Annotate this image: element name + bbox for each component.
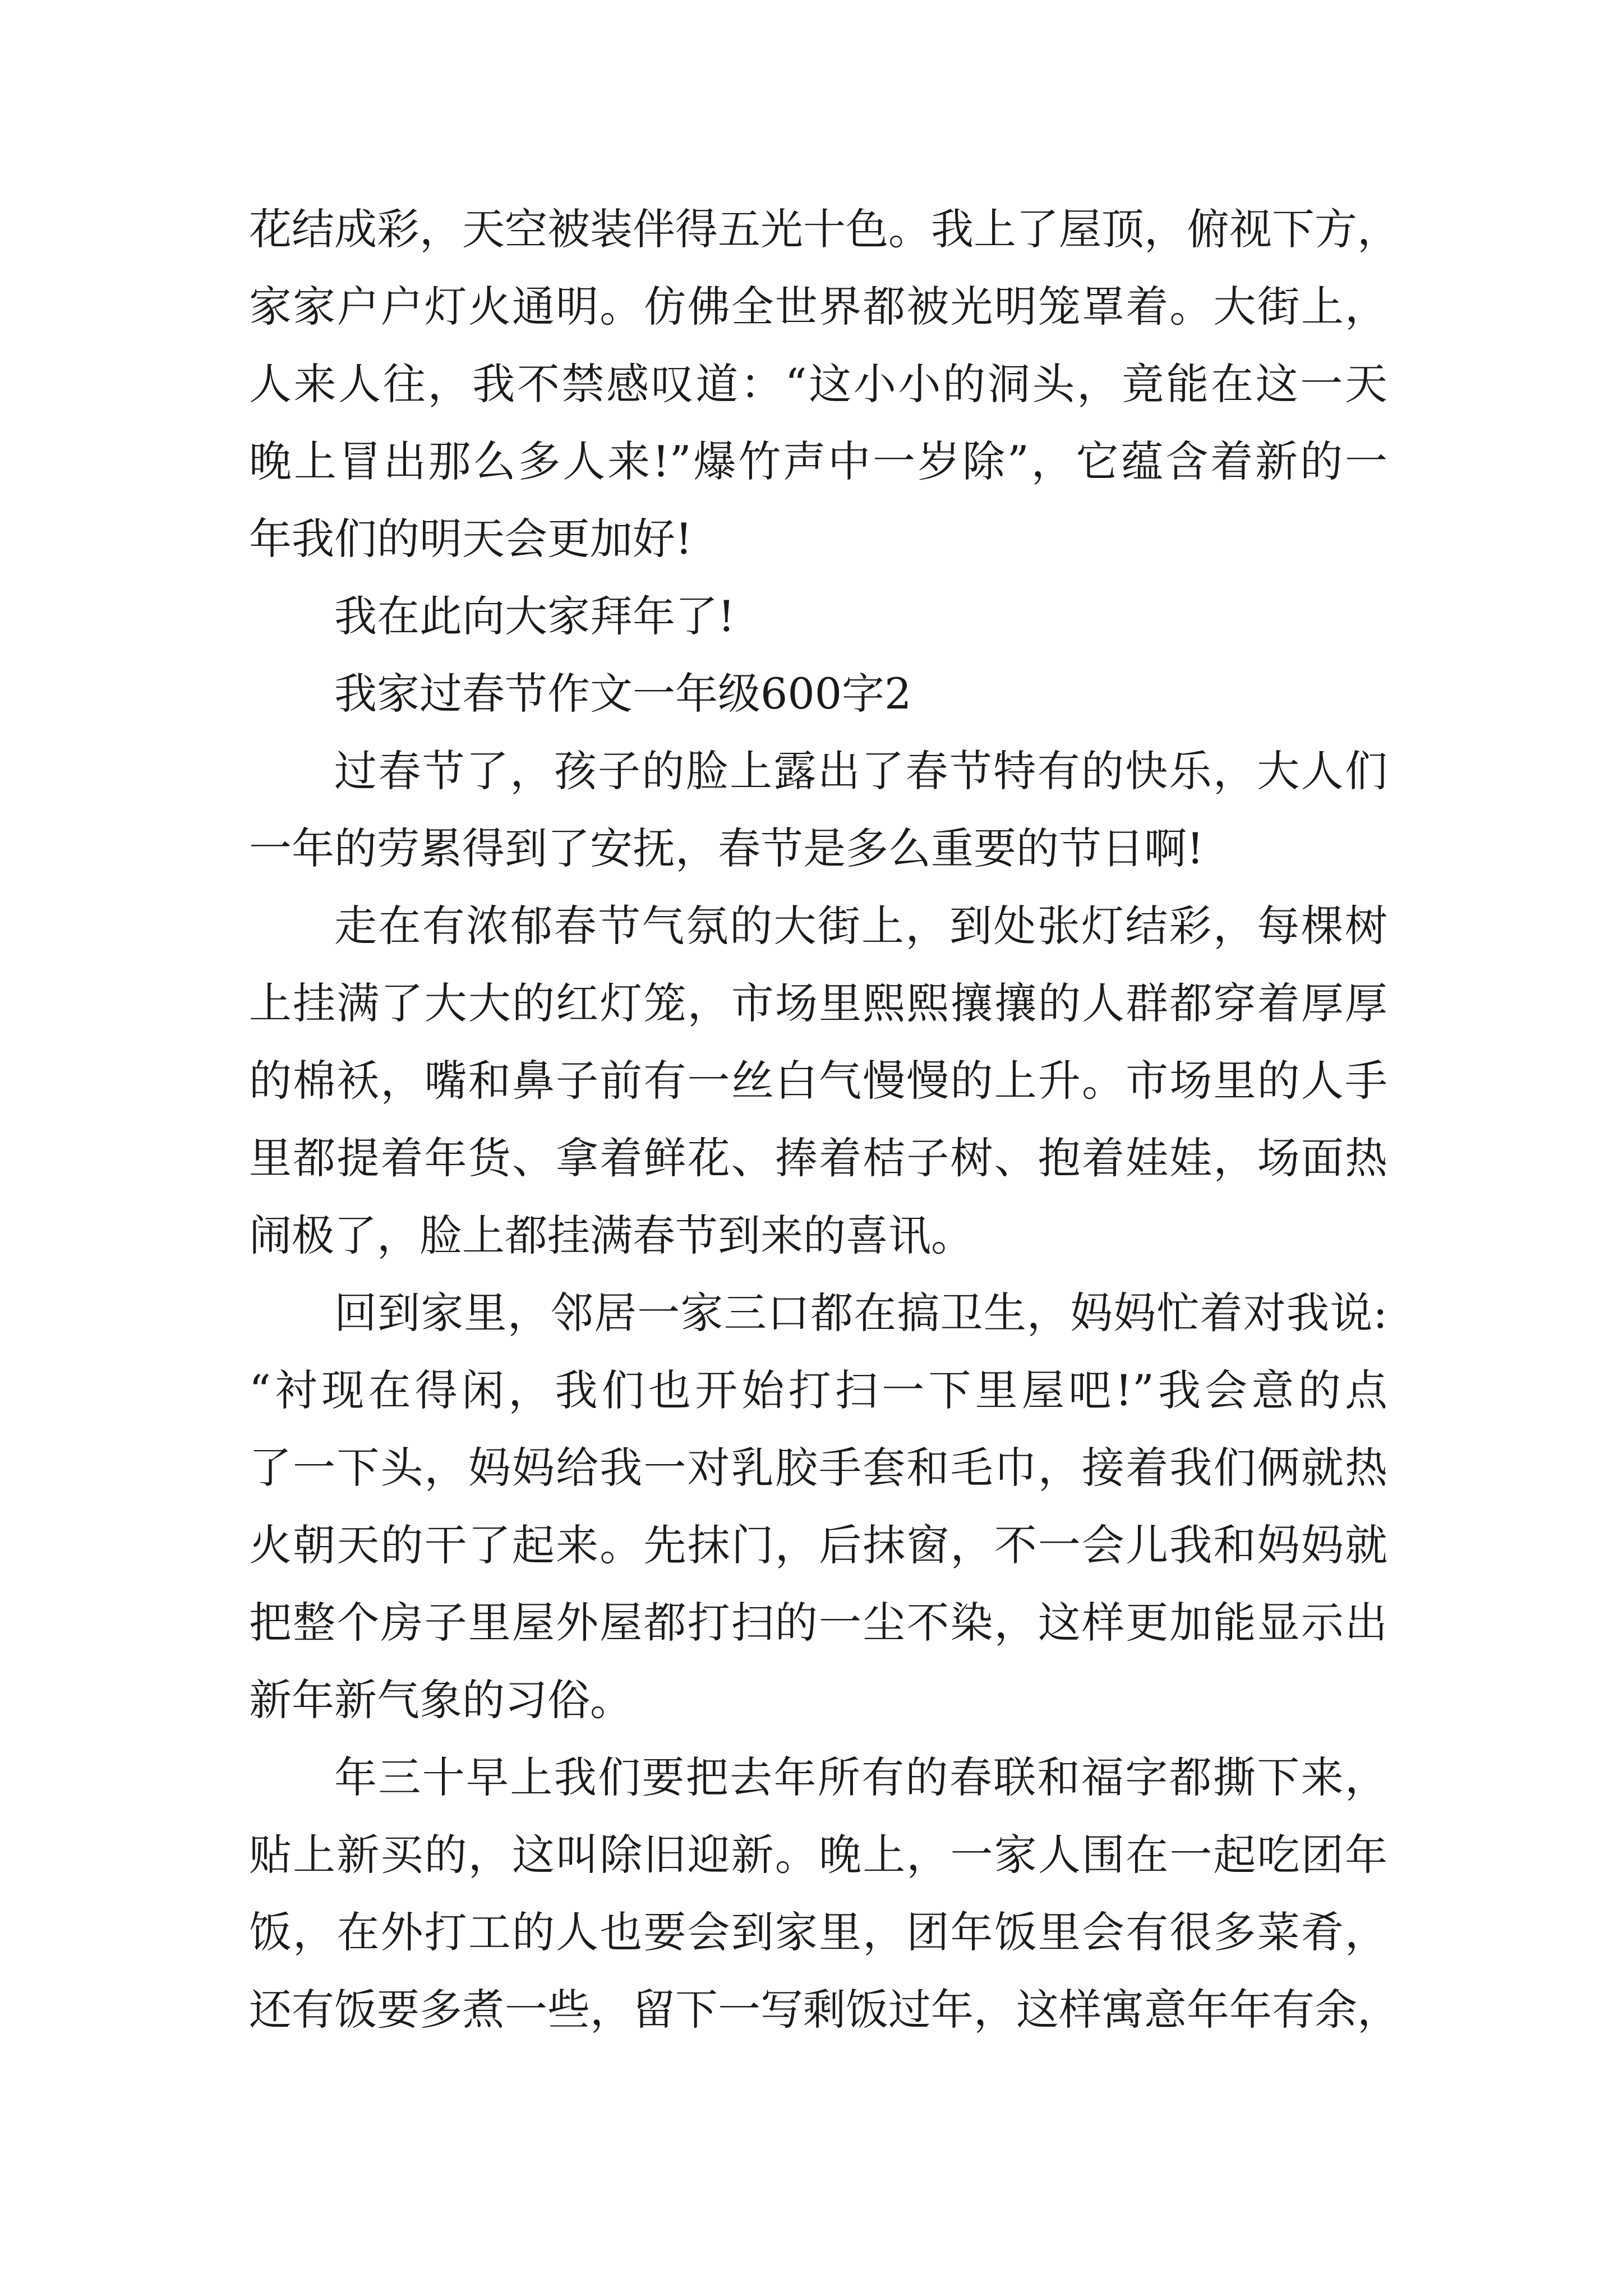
paragraph-start: 回到家里，邻居一家三口都在搞卫生，妈妈忙着对我说: (334, 1288, 1387, 1338)
text-line: 把整个房子里屋外屋都打扫的一尘不染，这样更加能显示出 (249, 1598, 1387, 1648)
text-line: 的棉袄，嘴和鼻子前有一丝白气慢慢的上升。市场里的人手 (249, 1056, 1387, 1106)
text-line: 家家户户灯火通明。仿佛全世界都被光明笼罩着。大街上， (249, 282, 1387, 332)
document-body (249, 191, 1400, 2049)
text-line: 火朝天的干了起来。先抹门，后抹窗，不一会儿我和妈妈就 (249, 1520, 1387, 1570)
text-line: 闹极了，脸上都挂满春节到来的喜讯。 (249, 1211, 974, 1260)
text-line: 了一下头，妈妈给我一对乳胶手套和毛巾，接着我们俩就热 (249, 1443, 1387, 1493)
text-line: 年我们的明天会更加好! (249, 514, 693, 564)
paragraph-start: 走在有浓郁春节气氛的大街上，到处张灯结彩，每棵树 (334, 901, 1387, 951)
text-line: 里都提着年货、拿着鲜花、捧着桔子树、抱着娃娃，场面热 (249, 1133, 1387, 1183)
text-line: 一年的劳累得到了安抚，春节是多么重要的节日啊! (249, 823, 1204, 873)
text-line: 上挂满了大大的红灯笼，市场里熙熙攘攘的人群都穿着厚厚 (249, 978, 1387, 1028)
section-heading: 我家过春节作文一年级600字2 (334, 669, 912, 719)
paragraph-start: 我在此向大家拜年了! (334, 591, 735, 641)
text-line: 贴上新买的，这叫除旧迎新。晚上，一家人围在一起吃团年 (249, 1830, 1387, 1880)
text-line: 新年新气象的习俗。 (249, 1675, 633, 1725)
text-line: “衬现在得闲，我们也开始打扫一下里屋吧!”我会意的点 (249, 1365, 1387, 1415)
text-line: 饭，在外打工的人也要会到家里，团年饭里会有很多菜肴， (249, 1907, 1387, 1957)
paragraph-start: 过春节了，孩子的脸上露出了春节特有的快乐，大人们 (334, 746, 1387, 796)
text-line: 人来人往，我不禁感叹道：“这小小的洞头，竟能在这一天 (249, 359, 1387, 409)
text-line: 还有饭要多煮一些，留下一写剩饭过年，这样寓意年年有余， (249, 1985, 1400, 2035)
text-line: 花结成彩，天空被装伴得五光十色。我上了屋顶，俯视下方， (249, 204, 1400, 254)
paragraph-start: 年三十早上我们要把去年所有的春联和福字都撕下来， (334, 1752, 1387, 1802)
text-line: 晚上冒出那么多人来!”爆竹声中一岁除”，它蕴含着新的一 (249, 436, 1387, 486)
